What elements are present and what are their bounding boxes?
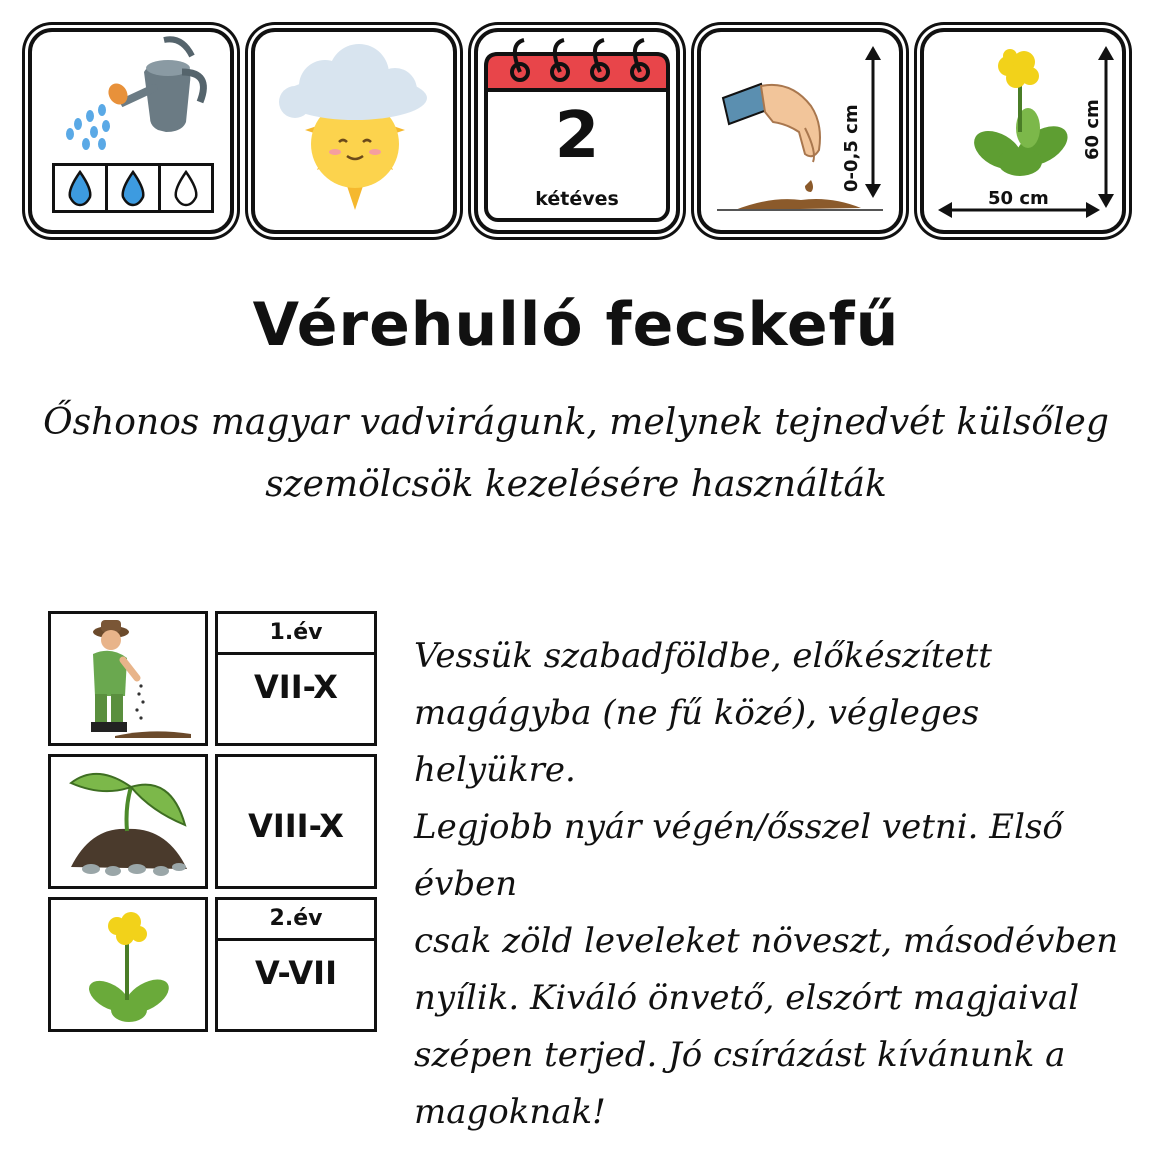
subtitle-line: Őshonos magyar vadvirágunk, melynek tejnedvét külsőleg (43, 402, 1109, 443)
sowing-depth-tile (697, 28, 903, 234)
schedule-image-flower (48, 897, 208, 1032)
plant-height-label: 60 cm (1082, 99, 1103, 160)
schedule-year: 1.év (218, 614, 374, 655)
watering-level (52, 163, 214, 213)
watering-tile (28, 28, 234, 234)
subtitle (40, 392, 1112, 516)
water-drop-empty-icon (161, 166, 211, 210)
calendar-tile (474, 28, 680, 234)
sun-tile (251, 28, 457, 234)
page-title: Vérehulló fecskefű (252, 290, 900, 360)
description-line: magágyba (ne fű közé), végleges helyükre. (414, 693, 980, 790)
description-line: szépen terjed. Jó csírázást kívánunk a (414, 1035, 1066, 1075)
water-drop-full-icon (108, 166, 161, 210)
sowing-depth-label: 0-0,5 cm (841, 104, 862, 192)
plant-size-tile (920, 28, 1126, 234)
plant-width-label: 50 cm (988, 188, 1049, 209)
flower-icon (51, 900, 205, 1029)
schedule-range: VII-X (254, 668, 338, 706)
seedling-icon (51, 757, 205, 886)
schedule-year: 2.év (218, 900, 374, 941)
schedule-range: VIII-X (248, 807, 344, 845)
gardener-sowing-icon (51, 614, 205, 743)
calendar-number: 2 (554, 99, 600, 173)
description-line: nyílik. Kiváló önvető, elszórt magjaival (414, 978, 1080, 1018)
sun-cloud-icon (255, 32, 453, 230)
description-line: Legjobb nyár végén/ősszel vetni. Első évben (414, 807, 1063, 904)
calendar-label: kétéves (535, 188, 619, 210)
hand-sowing-icon (701, 32, 899, 230)
subtitle-line: szemölcsök kezelésére használták (265, 464, 887, 505)
schedule-image-seedling (48, 754, 208, 889)
description-line: magoknak! (414, 1092, 606, 1132)
description-line: Vessük szabadföldbe, előkészített (414, 636, 992, 676)
schedule-period-3 (215, 897, 377, 1032)
schedule-period-2 (215, 754, 377, 889)
water-drop-full-icon (55, 166, 108, 210)
description-text (414, 628, 1129, 1141)
schedule-period-1 (215, 611, 377, 746)
schedule-range: V-VII (255, 954, 337, 992)
description-line: csak zöld leveleket növeszt, másodévben (414, 921, 1119, 961)
schedule-image-sowing (48, 611, 208, 746)
